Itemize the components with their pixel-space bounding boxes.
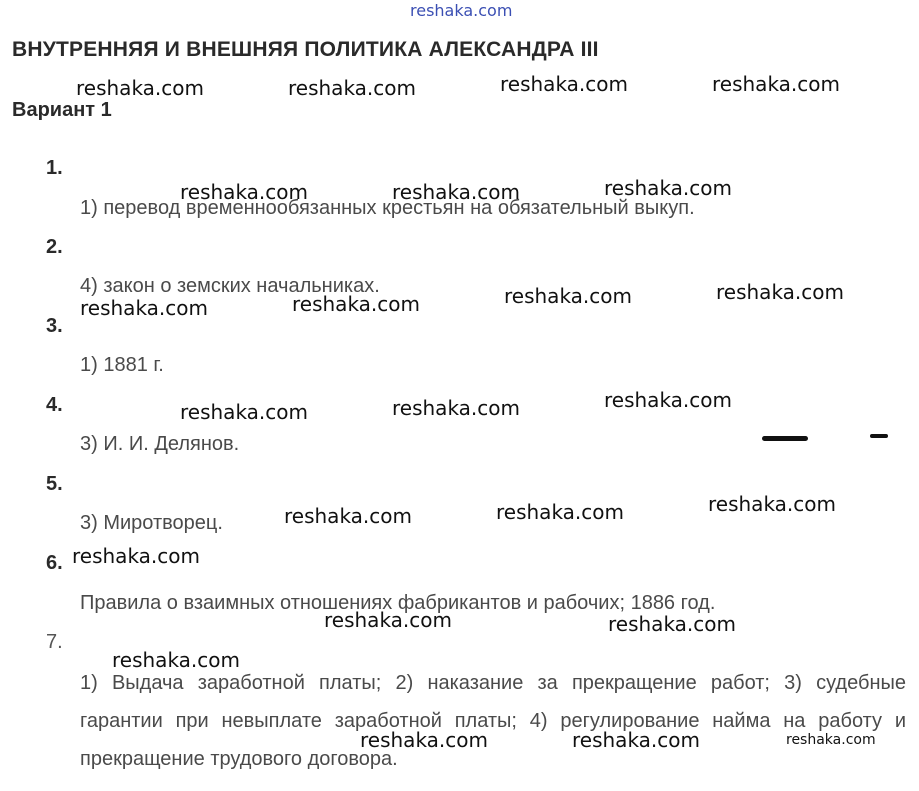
- watermark: reshaka.com: [76, 76, 204, 100]
- answer-7: 1) Выдача заработной платы; 2) наказание за прекращение работ; 3) судебные гарантии при невыплате заработной платы; 4) регулирование найма на работу и прекращение трудового договора.: [80, 672, 906, 770]
- question-number-1: 1.: [46, 157, 63, 179]
- watermark: reshaka.com: [360, 728, 488, 752]
- page-title: ВНУТРЕННЯЯ И ВНЕШНЯЯ ПОЛИТИКА АЛЕКСАНДРА III: [12, 38, 599, 61]
- answer-4: 3) И. И. Делянов.: [80, 433, 240, 455]
- watermark: reshaka.com: [500, 72, 628, 96]
- answer-2: 4) закон о земских начальниках.: [80, 275, 380, 297]
- answer-6: Правила о взаимных отношениях фабрикантов и рабочих; 1886 год.: [80, 592, 716, 614]
- question-number-2: 2.: [46, 236, 63, 258]
- watermark: reshaka.com: [496, 500, 624, 524]
- watermark: reshaka.com: [712, 72, 840, 96]
- watermark: reshaka.com: [608, 612, 736, 636]
- question-number-6: 6.: [46, 552, 63, 574]
- question-number-3: 3.: [46, 315, 63, 337]
- variant-heading: Вариант 1: [12, 99, 112, 121]
- answer-5: 3) Миротворец.: [80, 512, 223, 534]
- question-number-4: 4.: [46, 394, 63, 416]
- watermark: reshaka.com: [504, 284, 632, 308]
- watermark: reshaka.com: [708, 492, 836, 516]
- watermark: reshaka.com: [604, 388, 732, 412]
- watermark: reshaka.com: [716, 280, 844, 304]
- watermark: reshaka.com: [392, 180, 520, 204]
- scan-mark: [762, 436, 808, 441]
- watermark: reshaka.com: [572, 728, 700, 752]
- watermark: reshaka.com: [288, 76, 416, 100]
- watermark: reshaka.com: [292, 292, 420, 316]
- watermark: reshaka.com: [180, 180, 308, 204]
- site-link[interactable]: reshaka.com: [410, 1, 513, 20]
- watermark: reshaka.com: [180, 400, 308, 424]
- watermark: reshaka.com: [72, 544, 200, 568]
- answer-1: 1) перевод временнообязанных крестьян на обязательный выкуп.: [80, 197, 695, 219]
- answer-3: 1) 1881 г.: [80, 354, 164, 376]
- watermark: reshaka.com: [112, 648, 240, 672]
- watermark: reshaka.com: [80, 296, 208, 320]
- watermark: reshaka.com: [604, 176, 732, 200]
- watermark: reshaka.com: [284, 504, 412, 528]
- question-number-5: 5.: [46, 473, 63, 495]
- watermark: reshaka.com: [392, 396, 520, 420]
- question-number-7: 7.: [46, 631, 63, 653]
- scan-mark: [870, 434, 888, 438]
- watermark: reshaka.com: [786, 732, 876, 748]
- watermark: reshaka.com: [324, 608, 452, 632]
